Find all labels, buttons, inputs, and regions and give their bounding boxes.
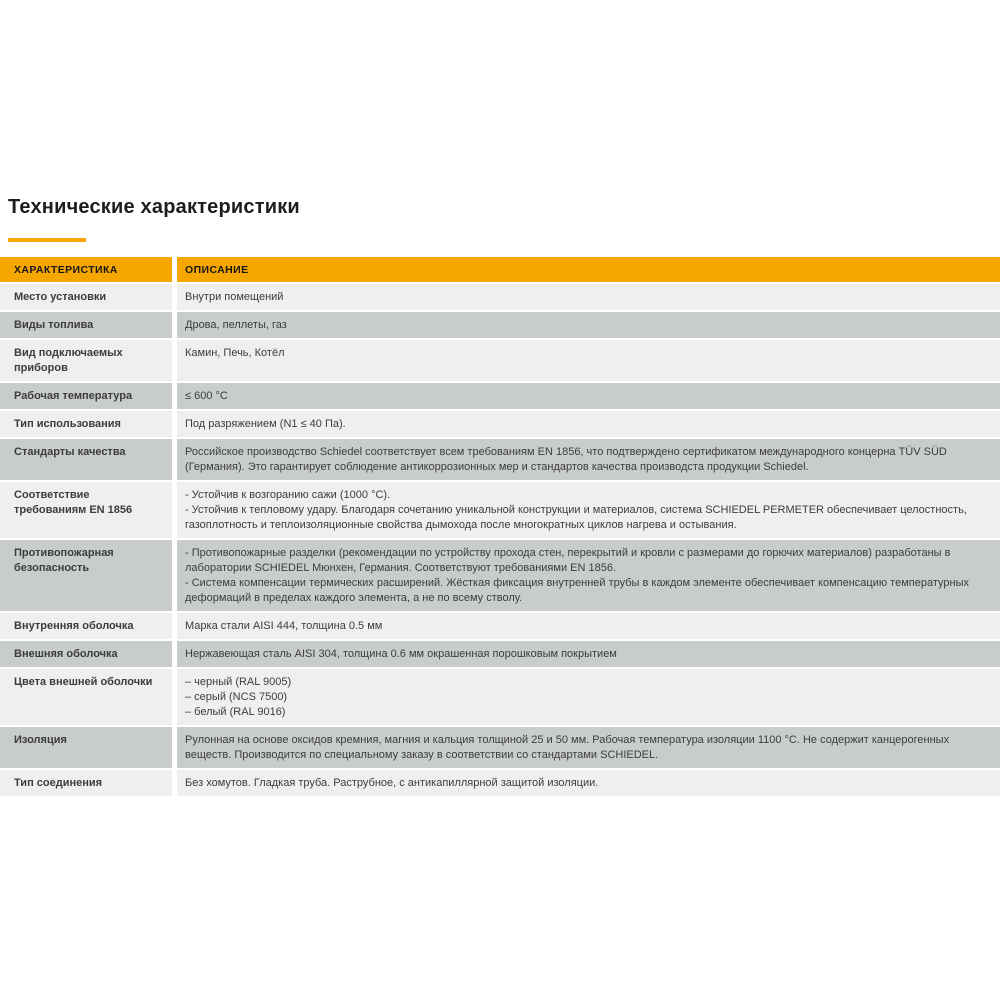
description-line: - Устойчив к тепловому удару. Благодаря сочетанию уникальной конструкции и материалов, система SCHIEDEL PERMETER обеспечивает целостность, газоплотность и теплоизоляционные свойства дымохода после многократных циклов нагрева и остывания. bbox=[185, 504, 967, 531]
characteristic-cell: Тип использования bbox=[0, 411, 177, 439]
table-row bbox=[0, 340, 1000, 383]
table-row bbox=[0, 284, 1000, 312]
description-cell bbox=[177, 411, 1000, 439]
characteristic-cell: Цвета внешней оболочки bbox=[0, 669, 177, 727]
header-cell-characteristic: ХАРАКТЕРИСТИКА bbox=[0, 257, 177, 284]
characteristic-cell: Внутренняя оболочка bbox=[0, 613, 177, 641]
specs-table-body bbox=[0, 284, 1000, 798]
description-line: - Противопожарные разделки (рекомендации по устройству прохода стен, перекрытий и кровли с размерами до горючих материалов) разработаны в лаборатории SCHIEDEL Мюнхен, Германия. Соответствуют требованиями EN 1856. bbox=[185, 547, 951, 574]
description-line: Без хомутов. Гладкая труба. Раструбное, с антикапиллярной защитой изоляции. bbox=[185, 777, 599, 789]
characteristic-cell: Стандарты качества bbox=[0, 439, 177, 482]
characteristic-cell: Место установки bbox=[0, 284, 177, 312]
description-line: - Устойчив к возгоранию сажи (1000 °C). bbox=[185, 489, 391, 501]
description-cell bbox=[177, 613, 1000, 641]
description-line: Под разряжением (N1 ≤ 40 Па). bbox=[185, 418, 346, 430]
description-cell bbox=[177, 727, 1000, 770]
characteristic-cell: Рабочая температура bbox=[0, 383, 177, 411]
description-line: Внутри помещений bbox=[185, 291, 284, 303]
characteristic-cell: Внешняя оболочка bbox=[0, 641, 177, 669]
specs-table bbox=[0, 257, 1000, 798]
description-line: – белый (RAL 9016) bbox=[185, 706, 286, 718]
table-row bbox=[0, 383, 1000, 411]
description-cell bbox=[177, 641, 1000, 669]
characteristic-cell: Изоляция bbox=[0, 727, 177, 770]
table-row bbox=[0, 613, 1000, 641]
title-accent-bar bbox=[8, 238, 86, 242]
description-cell bbox=[177, 482, 1000, 540]
table-row bbox=[0, 641, 1000, 669]
characteristic-cell: Вид подключаемых приборов bbox=[0, 340, 177, 383]
characteristic-cell: Противопожарная безопасность bbox=[0, 540, 177, 613]
table-row bbox=[0, 482, 1000, 540]
description-line: Марка стали AISI 444, толщина 0.5 мм bbox=[185, 620, 383, 632]
table-row bbox=[0, 411, 1000, 439]
characteristic-cell: Соответствие требованиям EN 1856 bbox=[0, 482, 177, 540]
header-cell-description: ОПИСАНИЕ bbox=[177, 257, 1000, 284]
table-row bbox=[0, 540, 1000, 613]
table-row bbox=[0, 770, 1000, 798]
header-row bbox=[0, 257, 1000, 284]
characteristic-cell: Виды топлива bbox=[0, 312, 177, 340]
description-cell bbox=[177, 669, 1000, 727]
description-line: - Система компенсации термических расширений. Жёсткая фиксация внутренней трубы в каждом элементе обеспечивает компенсацию температурных деформаций в пределах каждого элемента, а не по всему стволу. bbox=[185, 577, 969, 604]
description-line: Дрова, пеллеты, газ bbox=[185, 319, 287, 331]
description-line: Камин, Печь, Котёл bbox=[185, 347, 285, 359]
description-line: ≤ 600 °C bbox=[185, 390, 228, 402]
description-cell bbox=[177, 312, 1000, 340]
characteristic-cell: Тип соединения bbox=[0, 770, 177, 798]
description-line: Нержавеющая сталь AISI 304, толщина 0.6 мм окрашенная порошковым покрытием bbox=[185, 648, 617, 660]
description-cell bbox=[177, 540, 1000, 613]
description-cell bbox=[177, 340, 1000, 383]
description-line: Российское производство Schiedel соответствует всем требованиям EN 1856, что подтверждено сертификатом международного концерна TÜV SÜD (Германия). Это гарантирует соблюдение антикоррозионных мер и стандартов качества производста продукции Schiedel. bbox=[185, 446, 947, 473]
page-title: Технические характеристики bbox=[8, 196, 300, 218]
description-cell bbox=[177, 284, 1000, 312]
table-row bbox=[0, 439, 1000, 482]
table-row bbox=[0, 669, 1000, 727]
description-line: – черный (RAL 9005) bbox=[185, 676, 292, 688]
table-row bbox=[0, 727, 1000, 770]
description-cell bbox=[177, 770, 1000, 798]
description-line: Рулонная на основе оксидов кремния, магния и кальция толщиной 25 и 50 мм. Рабочая температура изоляции 1100 °C. Не содержит канцерогенных веществ. Производится по специальному заказу в соответствии со стандартами SCHIEDEL. bbox=[185, 734, 950, 761]
specs-table-header bbox=[0, 257, 1000, 284]
description-line: – серый (NCS 7500) bbox=[185, 691, 288, 703]
description-cell bbox=[177, 439, 1000, 482]
table-row bbox=[0, 312, 1000, 340]
description-cell bbox=[177, 383, 1000, 411]
